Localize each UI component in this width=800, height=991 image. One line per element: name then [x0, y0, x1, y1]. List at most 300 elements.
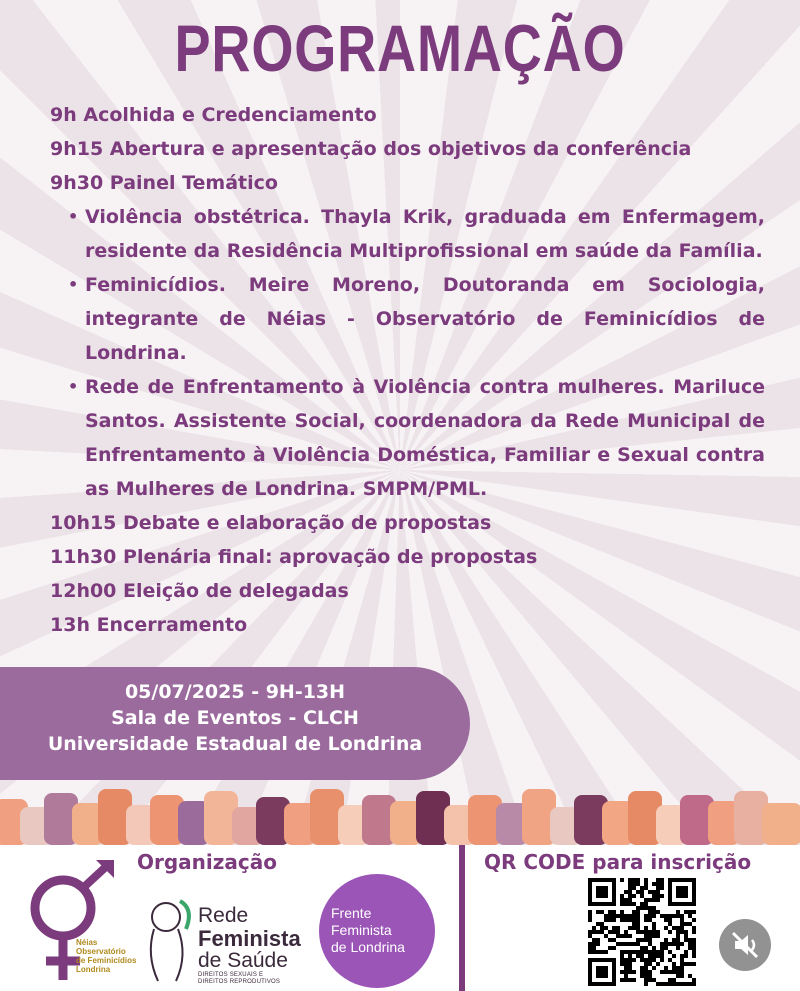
qr-module — [660, 942, 664, 946]
qr-module — [664, 918, 668, 922]
qr-module — [632, 882, 636, 886]
panel-item-line: as Mulheres de Londrina. SMPM/PML. — [85, 478, 488, 500]
qr-module — [648, 910, 652, 914]
qr-module — [588, 910, 592, 914]
qr-module — [644, 970, 648, 974]
qr-module — [616, 926, 620, 930]
panel-list — [68, 200, 765, 506]
panel-item-line: Santos. Assistente Social, coordenadora da Rede Municipal de — [85, 410, 765, 432]
frente-line: de Londrina — [331, 939, 405, 955]
qr-module — [672, 926, 676, 930]
qr-module — [616, 930, 620, 934]
frente-feminista-logo — [319, 874, 435, 988]
qr-module — [592, 946, 596, 950]
qr-module — [604, 914, 608, 918]
qr-module — [688, 962, 692, 966]
qr-module — [628, 942, 632, 946]
qr-module — [620, 898, 624, 902]
qr-module — [680, 982, 684, 986]
qr-module — [668, 982, 672, 986]
qr-module — [596, 942, 600, 946]
bullet-icon: • — [68, 275, 79, 294]
qr-module — [660, 914, 664, 918]
qr-module — [644, 962, 648, 966]
qr-module — [664, 942, 668, 946]
qr-module — [652, 958, 656, 962]
qr-module — [660, 970, 664, 974]
qr-module — [636, 914, 640, 918]
rede-line: Rede — [198, 904, 249, 927]
footer-divider — [459, 845, 465, 991]
qr-module — [652, 914, 656, 918]
qr-module — [640, 966, 644, 970]
qr-module — [692, 978, 696, 982]
panel-item — [68, 200, 765, 268]
qr-module — [656, 962, 660, 966]
qr-module — [632, 970, 636, 974]
qr-module — [636, 922, 640, 926]
schedule-item: 10h15 Debate e elaboração de propostas — [50, 512, 492, 534]
qr-module — [644, 902, 648, 906]
qr-module — [656, 882, 660, 886]
qr-module — [600, 926, 604, 930]
qr-module — [612, 938, 616, 942]
rede-feminista-figure-icon — [140, 895, 196, 985]
qr-module — [664, 938, 668, 942]
qr-module — [656, 878, 660, 882]
qr-module — [620, 970, 624, 974]
qr-module — [588, 946, 592, 950]
qr-module — [688, 942, 692, 946]
qr-module — [684, 982, 688, 986]
qr-module — [636, 918, 640, 922]
qr-module — [676, 910, 680, 914]
qr-module — [636, 954, 640, 958]
qr-module — [608, 930, 612, 934]
qr-module — [628, 914, 632, 918]
qr-module — [648, 898, 652, 902]
qr-module — [644, 926, 648, 930]
mute-button[interactable] — [719, 919, 771, 971]
qr-module — [688, 974, 692, 978]
panel-item-line: residente da Residência Multiprofissional em saúde da Família. — [85, 240, 763, 262]
qr-module — [604, 950, 608, 954]
qr-module — [660, 886, 664, 890]
qr-module — [624, 942, 628, 946]
qr-module — [688, 922, 692, 926]
qr-module — [632, 942, 636, 946]
qr-module — [692, 942, 696, 946]
qr-module — [680, 966, 684, 970]
qr-module — [692, 982, 696, 986]
qr-module — [620, 962, 624, 966]
qr-module — [680, 962, 684, 966]
rede-line: Feminista — [198, 926, 301, 951]
qr-module — [648, 918, 652, 922]
qr-module — [628, 978, 632, 982]
frente-line: Frente — [331, 905, 372, 921]
qr-module — [676, 942, 680, 946]
qr-module — [684, 910, 688, 914]
qr-module — [588, 930, 592, 934]
speaker-muted-icon — [719, 919, 771, 971]
qr-module — [652, 978, 656, 982]
qr-module — [592, 926, 596, 930]
qr-module — [640, 890, 644, 894]
raised-fists-illustration — [0, 785, 800, 845]
qr-module — [652, 934, 656, 938]
schedule-item: 11h30 Plenária final: aprovação de propostas — [50, 546, 538, 568]
qr-module — [684, 954, 688, 958]
qr-module — [660, 950, 664, 954]
qr-module — [680, 926, 684, 930]
qr-module — [624, 966, 628, 970]
qr-module — [648, 934, 652, 938]
schedule-item: 9h15 Abertura e apresentação dos objetivos da conferência — [50, 138, 692, 160]
qr-module — [640, 970, 644, 974]
qr-module — [668, 942, 672, 946]
qr-module — [628, 902, 632, 906]
qr-module — [592, 942, 596, 946]
qr-module — [644, 938, 648, 942]
qr-module — [592, 938, 596, 942]
qr-module — [648, 978, 652, 982]
qr-module — [692, 926, 696, 930]
panel-item — [68, 370, 765, 506]
qr-module — [620, 950, 624, 954]
bullet-icon: • — [68, 207, 79, 226]
qr-module — [644, 886, 648, 890]
page-title: PROGRAMAÇÃO — [174, 11, 626, 85]
qr-module — [632, 958, 636, 962]
qr-module — [608, 910, 612, 914]
qr-module — [628, 894, 632, 898]
event-info-box — [0, 667, 470, 780]
schedule-item: 9h Acolhida e Credenciamento — [50, 104, 377, 126]
qr-module — [632, 950, 636, 954]
event-date-time: 05/07/2025 - 9H-13H — [124, 681, 346, 703]
qr-module — [652, 926, 656, 930]
qr-module — [680, 970, 684, 974]
rede-line: DIREITOS REPRODUTIVOS — [198, 979, 281, 985]
qr-module — [608, 918, 612, 922]
qr-module — [664, 982, 668, 986]
schedule-item: 12h00 Eleição de delegadas — [50, 580, 349, 602]
qr-module — [644, 934, 648, 938]
qr-module — [632, 886, 636, 890]
qr-module — [588, 934, 592, 938]
qr-module — [648, 958, 652, 962]
qr-module — [620, 914, 624, 918]
qr-module — [628, 878, 632, 882]
qr-module — [692, 938, 696, 942]
qr-module — [608, 938, 612, 942]
qr-module — [636, 926, 640, 930]
qr-module — [652, 906, 656, 910]
qr-module — [624, 898, 628, 902]
rede-feminista-logo — [198, 905, 301, 986]
qr-module — [644, 930, 648, 934]
qr-module — [644, 878, 648, 882]
qr-module — [620, 958, 624, 962]
qr-module — [688, 946, 692, 950]
qr-module — [648, 942, 652, 946]
qr-module — [656, 898, 660, 902]
qr-module — [628, 958, 632, 962]
qr-module — [624, 890, 628, 894]
qr-module — [684, 930, 688, 934]
qr-module — [692, 950, 696, 954]
qr-module — [624, 902, 628, 906]
qr-module — [644, 946, 648, 950]
qr-module — [596, 930, 600, 934]
qr-module — [652, 910, 656, 914]
qr-module — [632, 914, 636, 918]
qr-module — [640, 938, 644, 942]
qr-module — [656, 894, 660, 898]
qr-module — [612, 926, 616, 930]
qr-module — [676, 974, 680, 978]
qr-module — [596, 950, 600, 954]
qr-module — [644, 974, 648, 978]
qr-module — [624, 962, 628, 966]
qr-module — [664, 970, 668, 974]
qr-module — [628, 926, 632, 930]
qr-module — [692, 918, 696, 922]
qr-module — [680, 958, 684, 962]
qr-module — [648, 962, 652, 966]
qr-module — [644, 978, 648, 982]
qr-module — [620, 942, 624, 946]
qr-module — [692, 954, 696, 958]
qr-module — [620, 918, 624, 922]
qr-module — [640, 930, 644, 934]
qr-module — [644, 898, 648, 902]
qr-module — [616, 934, 620, 938]
qr-module — [684, 950, 688, 954]
qr-module — [628, 962, 632, 966]
qr-module — [648, 974, 652, 978]
qr-module — [632, 902, 636, 906]
qr-module — [620, 902, 624, 906]
qr-module — [668, 930, 672, 934]
qr-module — [656, 886, 660, 890]
qr-module — [640, 946, 644, 950]
qr-module — [672, 966, 676, 970]
qr-module — [644, 958, 648, 962]
qr-module — [640, 886, 644, 890]
qr-module — [628, 954, 632, 958]
qr-code-label: QR CODE para inscrição — [484, 850, 752, 874]
qr-module — [664, 966, 668, 970]
qr-module — [636, 950, 640, 954]
qr-module — [616, 914, 620, 918]
qr-module — [660, 894, 664, 898]
qr-module — [684, 934, 688, 938]
neias-line: Londrina — [76, 965, 111, 974]
qr-module — [632, 910, 636, 914]
qr-module — [624, 914, 628, 918]
qr-module — [620, 954, 624, 958]
qr-module — [680, 922, 684, 926]
qr-module — [628, 950, 632, 954]
qr-module — [644, 906, 648, 910]
qr-module — [612, 930, 616, 934]
qr-module — [592, 930, 596, 934]
qr-module — [660, 958, 664, 962]
qr-module — [652, 898, 656, 902]
qr-module — [660, 954, 664, 958]
qr-module — [676, 982, 680, 986]
qr-module — [640, 958, 644, 962]
qr-module — [612, 914, 616, 918]
qr-module — [612, 946, 616, 950]
qr-module — [596, 938, 600, 942]
qr-module — [652, 966, 656, 970]
qr-module — [616, 942, 620, 946]
qr-module — [668, 918, 672, 922]
organization-label: Organização — [137, 850, 277, 874]
qr-finder — [676, 886, 688, 898]
qr-module — [692, 962, 696, 966]
qr-module — [664, 946, 668, 950]
qr-module — [676, 966, 680, 970]
qr-module — [624, 970, 628, 974]
qr-module — [688, 910, 692, 914]
qr-module — [664, 926, 668, 930]
bullet-icon: • — [68, 377, 79, 396]
neias-line: Observatório — [76, 947, 126, 956]
qr-module — [684, 962, 688, 966]
qr-module — [660, 878, 664, 882]
qr-module — [636, 882, 640, 886]
panel-item-line: Enfrentamento à Violência Doméstica, Familiar e Sexual contra — [85, 444, 765, 466]
qr-module — [640, 950, 644, 954]
qr-module — [628, 934, 632, 938]
qr-module — [628, 970, 632, 974]
qr-module — [588, 950, 592, 954]
qr-module — [668, 922, 672, 926]
qr-module — [640, 974, 644, 978]
qr-module — [656, 890, 660, 894]
schedule-item: 9h30 Painel Temático — [50, 172, 278, 194]
qr-module — [644, 882, 648, 886]
event-university: Universidade Estadual de Londrina — [47, 733, 423, 755]
panel-item-line: integrante de Néias - Observatório de Feminicídios de — [85, 308, 765, 330]
qr-module — [640, 894, 644, 898]
qr-module — [648, 938, 652, 942]
qr-module — [680, 974, 684, 978]
qr-module — [656, 954, 660, 958]
panel-item — [68, 268, 765, 370]
qr-module — [692, 946, 696, 950]
qr-module — [624, 918, 628, 922]
qr-module — [668, 950, 672, 954]
qr-module — [684, 922, 688, 926]
qr-module — [644, 950, 648, 954]
qr-module — [624, 930, 628, 934]
qr-module — [672, 914, 676, 918]
qr-module — [668, 978, 672, 982]
qr-module — [624, 934, 628, 938]
qr-finder — [596, 966, 608, 978]
qr-module — [676, 926, 680, 930]
qr-module — [652, 922, 656, 926]
neias-logo-text — [76, 938, 136, 974]
qr-module — [600, 910, 604, 914]
program-list — [50, 98, 765, 642]
qr-module — [588, 914, 592, 918]
qr-module — [660, 982, 664, 986]
qr-module — [688, 914, 692, 918]
qr-module — [620, 978, 624, 982]
qr-module — [608, 946, 612, 950]
rede-line: DIREITOS SEXUAIS E — [198, 972, 264, 978]
qr-module — [680, 930, 684, 934]
qr-module — [588, 942, 592, 946]
qr-module — [672, 954, 676, 958]
qr-module — [668, 970, 672, 974]
qr-module — [652, 950, 656, 954]
qr-module — [600, 922, 604, 926]
qr-module — [600, 950, 604, 954]
qr-module — [628, 882, 632, 886]
qr-module — [624, 978, 628, 982]
qr-module — [644, 914, 648, 918]
qr-module — [644, 966, 648, 970]
qr-module — [680, 918, 684, 922]
qr-module — [652, 894, 656, 898]
qr-module — [636, 890, 640, 894]
qr-module — [632, 918, 636, 922]
qr-module — [648, 906, 652, 910]
qr-module — [672, 938, 676, 942]
qr-module — [652, 930, 656, 934]
qr-module — [628, 966, 632, 970]
qr-module — [624, 950, 628, 954]
qr-module — [672, 970, 676, 974]
qr-module — [660, 882, 664, 886]
qr-module — [652, 954, 656, 958]
qr-module — [628, 918, 632, 922]
qr-module — [632, 926, 636, 930]
qr-module — [636, 938, 640, 942]
qr-module — [656, 910, 660, 914]
qr-code[interactable] — [588, 877, 696, 987]
frente-line: Feminista — [331, 922, 392, 938]
qr-module — [636, 878, 640, 882]
qr-module — [688, 938, 692, 942]
qr-module — [680, 954, 684, 958]
qr-module — [640, 906, 644, 910]
qr-module — [676, 938, 680, 942]
qr-module — [632, 922, 636, 926]
qr-module — [688, 982, 692, 986]
event-room: Sala de Eventos - CLCH — [111, 707, 359, 729]
qr-module — [636, 930, 640, 934]
qr-module — [680, 942, 684, 946]
panel-item-line: Londrina. — [85, 342, 187, 364]
qr-module — [620, 878, 624, 882]
qr-module — [652, 946, 656, 950]
qr-module — [640, 954, 644, 958]
qr-module — [620, 894, 624, 898]
qr-module — [648, 890, 652, 894]
qr-module — [648, 930, 652, 934]
qr-module — [656, 950, 660, 954]
qr-module — [648, 914, 652, 918]
qr-module — [672, 982, 676, 986]
